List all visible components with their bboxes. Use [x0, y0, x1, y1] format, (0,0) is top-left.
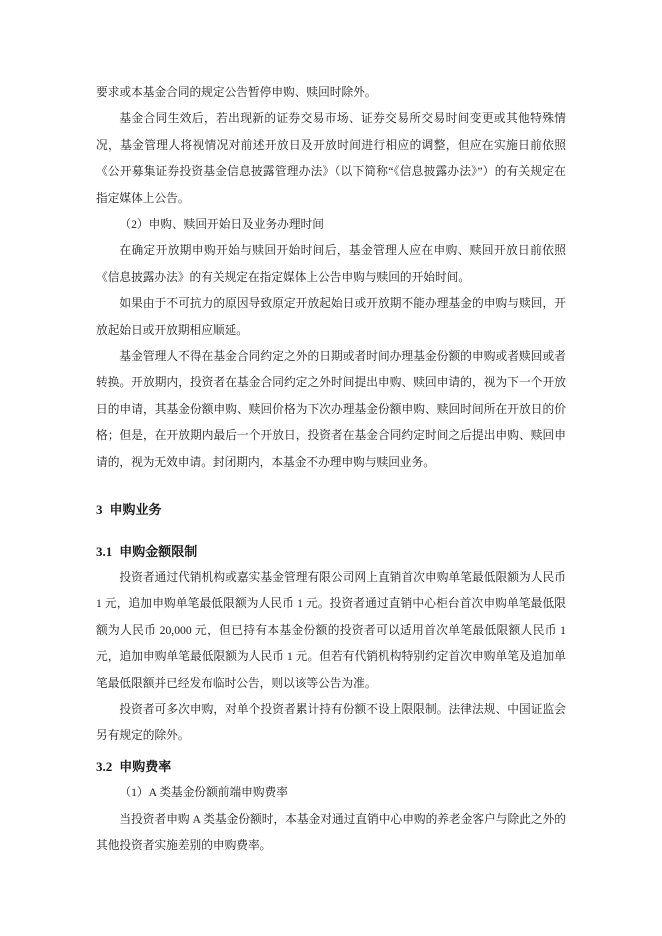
- list-item-heading: （1）A 类基金份额前端申购费率: [119, 786, 288, 800]
- subsection-title: 申购金额限制: [119, 543, 198, 559]
- paragraph: 如果由于不可抗力的原因导致原定开放起始日或开放期不能办理基金的申购与赎回，开放起始日或开放期相应顺延。: [96, 297, 566, 337]
- subsection-heading: [96, 539, 566, 565]
- section-number: 3: [96, 502, 103, 518]
- subsection-number: 3.1: [96, 543, 113, 559]
- paragraph: 当投资者申购 A 类基金份额时，本基金对通过直销中心申购的养老金客户与除此之外的其他投资者实施差别的申购费率。: [96, 812, 566, 852]
- document-content: [96, 80, 566, 859]
- subsection-number: 3.2: [96, 758, 113, 774]
- section-heading: [96, 497, 566, 523]
- list-item-heading: （2）申购、赎回开始日及业务办理时间: [119, 218, 324, 232]
- paragraph: 在确定开放期申购开始与赎回开始时间后，基金管理人应在申购、赎回开放日前依照《信息披露办法》的有关规定在指定媒体上公告申购与赎回的开始时间。: [96, 244, 566, 284]
- section-title: 申购业务: [109, 502, 162, 518]
- paragraph: 投资者可多次申购，对单个投资者累计持有份额不设上限限制。法律法规、中国证监会另有规定的除外。: [96, 702, 566, 743]
- paragraph-continuation: 要求或本基金合同的规定公告暂停申购、赎回时除外。: [96, 86, 377, 99]
- paragraph: 基金合同生效后，若出现新的证券交易市场、证券交易所交易时间变更或其他特殊情况，基金管理人将视情况对前述开放日及开放时间进行相应的调整，但应在实施日前依照《公开募集证券投资基金信息披露管理办法》（以下简称“《信息披露办法》”）的有关规定在指定媒体上公告。: [96, 112, 566, 205]
- paragraph: 投资者通过代销机构或嘉实基金管理有限公司网上直销首次申购单笔最低限额为人民币 1 元，追加申购单笔最低限额为人民币 1 元。投资者通过直销中心柜台首次申购单笔最低限额为人民币 20,000 元，但已持有本基金份额的投资者可以适用首次单笔最低限额人民币 1 元，追加申购单笔最低限额为人民币 1 元。但若有代销机构特别约定首次申购单笔及追加单笔最低限额并已经发布临时公告，则以该等公告为准。: [96, 570, 566, 690]
- paragraph: 基金管理人不得在基金合同约定之外的日期或者时间办理基金份额的申购或者赎回或者转换。开放期内，投资者在基金合同约定之外时间提出申购、赎回申请的，视为下一个开放日的申请，其基金份额申购、赎回价格为下次办理基金份额申购、赎回时间所在开放日的价格；但是，在开放期内最后一个开放日，投资者在基金合同约定时间之后提出申购、赎回申请的，视为无效申请。封闭期内，本基金不办理申购与赎回业务。: [96, 350, 566, 469]
- subsection-title: 申购费率: [119, 758, 172, 774]
- subsection-heading: [96, 754, 566, 780]
